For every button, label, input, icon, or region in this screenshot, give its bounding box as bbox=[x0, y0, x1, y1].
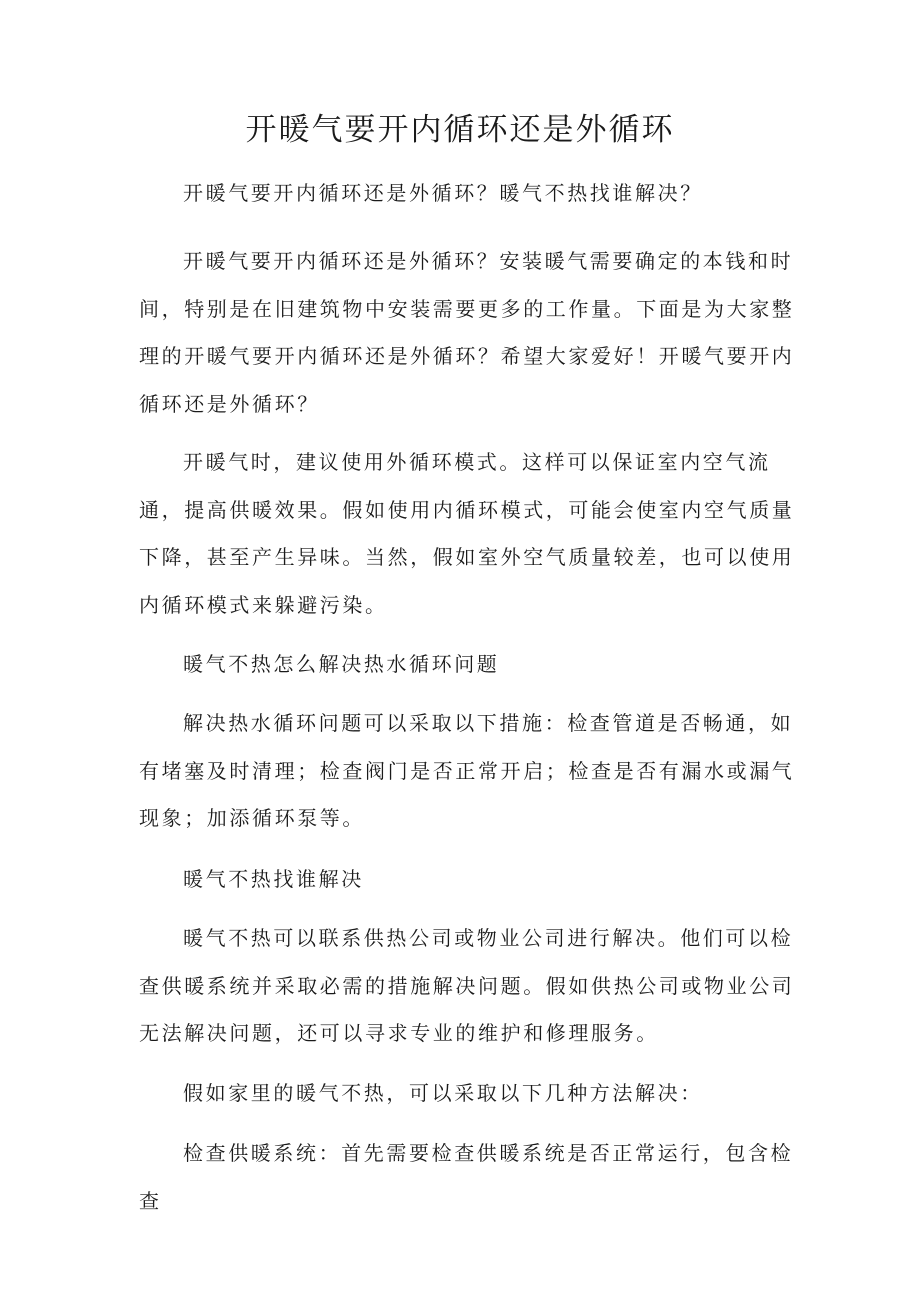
section-heading-hot-water-circulation: 暖气不热怎么解决热水循环问题 bbox=[183, 652, 500, 676]
section-heading-who-to-contact: 暖气不热找谁解决 bbox=[183, 867, 364, 891]
paragraph-intro: 开暖气要开内循环还是外循环？暖气不热找谁解决？ bbox=[183, 181, 703, 205]
paragraph-check-heating-system: 检查供暖系统：首先需要检查供暖系统是否正常运行，包含检查 bbox=[139, 1141, 794, 1213]
paragraph-methods-intro: 假如家里的暖气不热，可以采取以下几种方法解决： bbox=[183, 1081, 703, 1105]
paragraph-contact-company: 暖气不热可以联系供热公司或物业公司进行解决。他们可以检查供暖系统并采取必需的措施解决问题。假如供热公司或物业公司无法解决问题，还可以寻求专业的维护和修理服务。 bbox=[139, 926, 795, 1045]
document-title: 开暖气要开内循环还是外循环 bbox=[245, 112, 675, 148]
paragraph-circulation-measures: 解决热水循环问题可以采取以下措施：检查管道是否畅通，如有堵塞及时清理；检查阀门是否正常开启；检查是否有漏水或漏气现象；加添循环泵等。 bbox=[139, 711, 795, 830]
paragraph-recommendation: 开暖气时，建议使用外循环模式。这样可以保证室内空气流通，提高供暖效果。假如使用内循环模式，可能会使室内空气质量下降，甚至产生异味。当然，假如室外空气质量较差，也可以使用内循环模式来躲避污染。 bbox=[139, 450, 795, 617]
paragraph-overview: 开暖气要开内循环还是外循环？安装暖气需要确定的本钱和时间，特别是在旧建筑物中安装需要更多的工作量。下面是为大家整理的开暖气要开内循环还是外循环？希望大家爱好！开暖气要开内循环还是外循环？ bbox=[139, 249, 795, 416]
